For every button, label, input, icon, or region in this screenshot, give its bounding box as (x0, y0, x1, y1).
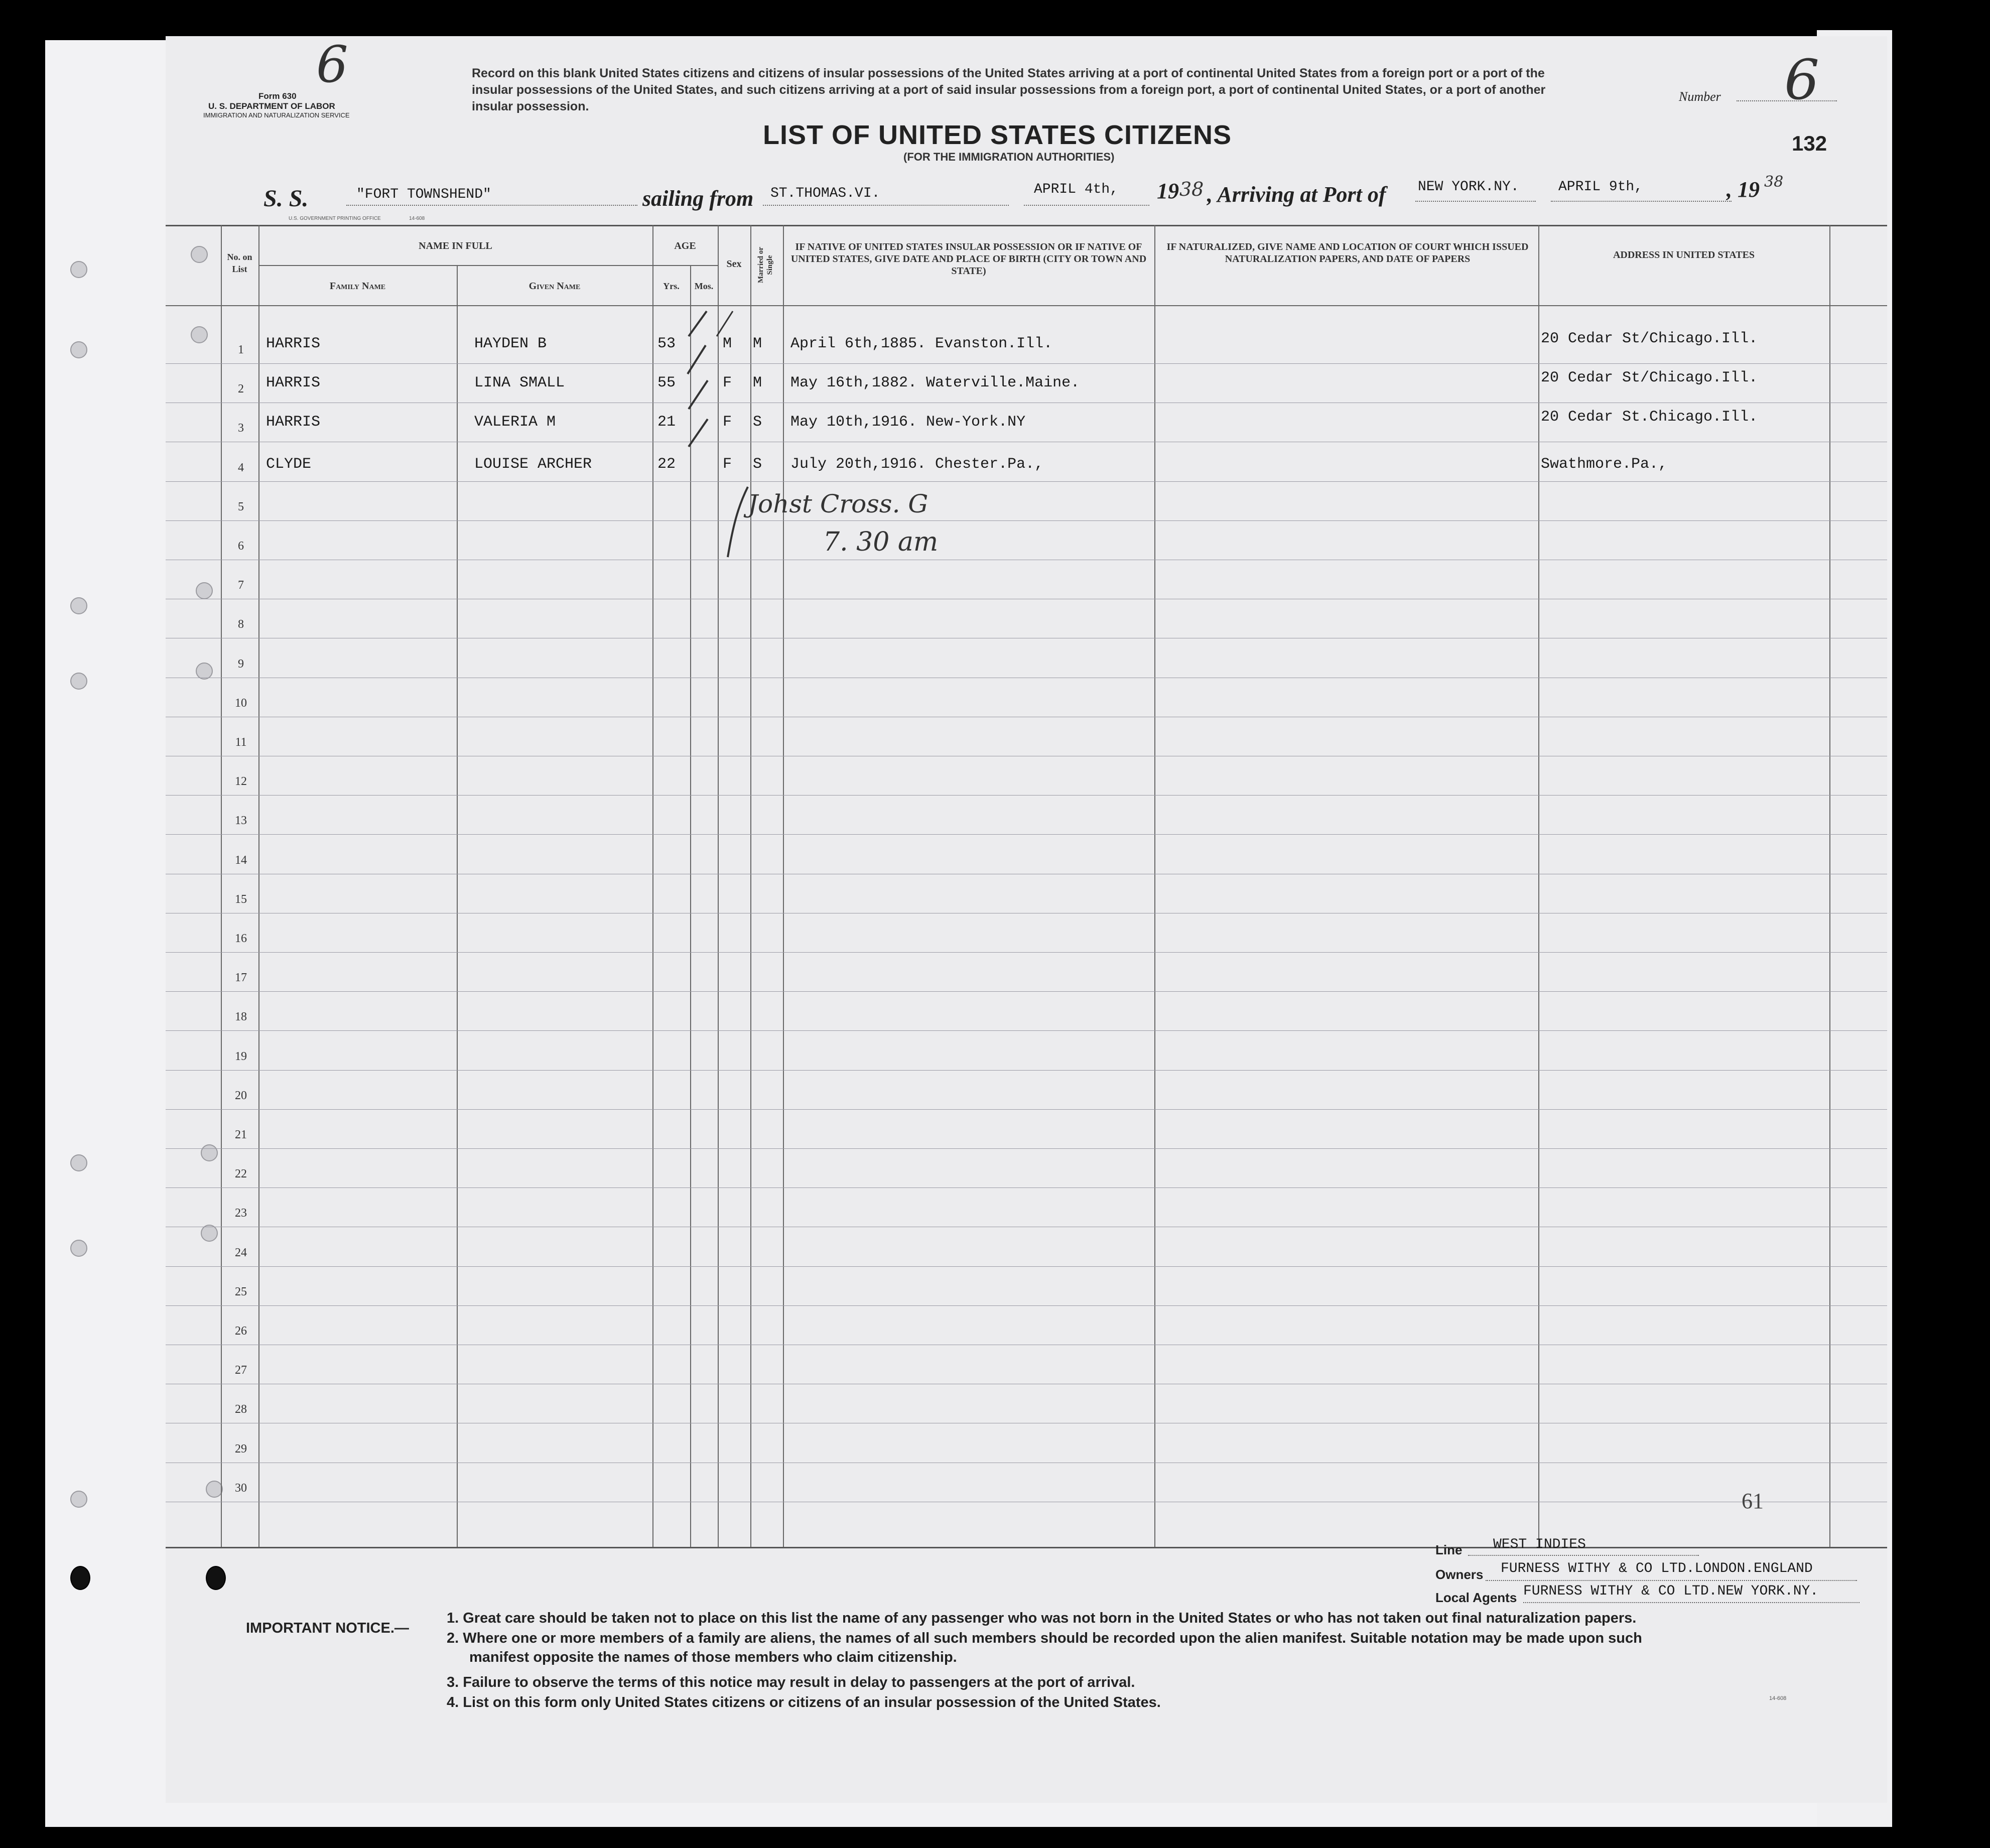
row-rule (166, 520, 1887, 521)
family-name-cell: HARRIS (266, 374, 321, 391)
number-value: 6 (1784, 48, 1819, 112)
departure-year-prefix: 19 (1157, 179, 1179, 203)
arrival-year-prefix: , 19 (1727, 177, 1760, 202)
handwritten-time-note: 7. 30 am (823, 527, 939, 557)
address-cell: 20 Cedar St/Chicago.Ill. (1541, 369, 1758, 386)
page-title: LIST OF UNITED STATES CITIZENS (763, 120, 1232, 150)
row-number: 9 (238, 657, 244, 671)
row-number: 23 (235, 1207, 247, 1220)
row-number: 18 (235, 1010, 247, 1024)
given-name-cell: LOUISE ARCHER (474, 456, 592, 473)
col-divider (1538, 225, 1539, 1547)
binder-hole (201, 1144, 218, 1161)
handwritten-inspector-note: Johst Cross. G (748, 489, 928, 518)
col-divider (457, 265, 458, 1547)
row-number: 4 (238, 461, 244, 474)
agents-value: FURNESS WITHY & CO LTD.NEW YORK.NY. (1523, 1583, 1819, 1599)
binder-hole (196, 582, 213, 599)
address-cell: 20 Cedar St.Chicago.Ill. (1541, 409, 1758, 426)
binder-hole (70, 341, 87, 358)
header-yrs: Yrs. (663, 281, 680, 291)
row-number: 5 (238, 500, 244, 513)
col-divider (783, 225, 784, 1547)
age-years-cell: 21 (657, 414, 676, 431)
arrival-date-underline (1551, 201, 1732, 202)
notice-form-code: 14-608 (1769, 1695, 1787, 1701)
row-number: 8 (238, 618, 244, 631)
marital-status-cell: S (753, 414, 762, 431)
col-divider (1154, 225, 1155, 1547)
row-rule (166, 1305, 1887, 1306)
row-number: 29 (235, 1442, 247, 1456)
row-number: 10 (235, 696, 247, 710)
binder-hole (70, 1240, 87, 1257)
ship-name: "FORT TOWNSHEND" (356, 187, 491, 202)
ship-underline (346, 205, 637, 206)
notice-item-4: 4. List on this form only United States citizens or citizens of an insular possession of the United States. (447, 1694, 1161, 1710)
row-rule (166, 834, 1887, 835)
line-value: WEST INDIES (1493, 1537, 1586, 1552)
row-rule (166, 1148, 1887, 1149)
row-rule (166, 1266, 1887, 1267)
row-number: 13 (235, 814, 247, 828)
birth-info-cell: July 20th,1916. Chester.Pa., (790, 456, 1044, 473)
table-top-border (166, 225, 1887, 226)
owners-label: Owners (1435, 1567, 1484, 1582)
family-name-cell: HARRIS (266, 414, 321, 431)
notice-heading: IMPORTANT NOTICE.— (246, 1620, 409, 1636)
row-number: 16 (235, 932, 247, 945)
header-no-on-list: No. on List (227, 252, 252, 274)
row-number: 15 (235, 892, 247, 906)
age-tick-marks (683, 306, 743, 477)
service-name: IMMIGRATION AND NATURALIZATION SERVICE (203, 111, 350, 119)
age-subheader-line (652, 265, 718, 266)
age-years-cell: 53 (657, 335, 676, 352)
sex-cell: F (723, 456, 732, 473)
form-instructions: Record on this blank United States citizens and citizens of insular possessions of the United States arriving at a port of continental United States from a foreign port or a port of the insular possessions of the United States, and such citizens arriving at a port of said insular possessions from a foreign port, a port of continental United States, or a port of another insular possession. (472, 66, 1546, 113)
row-rule (166, 363, 1887, 364)
row-number: 28 (235, 1403, 247, 1416)
binder-hole (70, 1491, 87, 1508)
line-underline (1468, 1555, 1699, 1556)
binder-hole (206, 1566, 226, 1590)
header-age: AGE (674, 240, 696, 251)
form-number: Form 630 (258, 91, 297, 101)
row-rule (166, 481, 1887, 482)
owners-value: FURNESS WITHY & CO LTD.LONDON.ENGLAND (1501, 1561, 1813, 1576)
family-name-cell: HARRIS (266, 335, 321, 352)
form-code: 14-608 (409, 216, 425, 221)
family-name-cell: CLYDE (266, 456, 312, 473)
sex-cell: M (723, 335, 732, 352)
binder-hole (191, 326, 208, 343)
row-number: 1 (238, 343, 244, 356)
birth-info-cell: May 10th,1916. New-York.NY (790, 414, 1026, 431)
department-name: U. S. DEPARTMENT OF LABOR (208, 101, 335, 111)
row-number: 24 (235, 1246, 247, 1259)
printer-line: U.S. GOVERNMENT PRINTING OFFICE (289, 216, 381, 221)
header-married-single: Married or Single (757, 246, 774, 284)
col-divider (652, 225, 653, 1547)
row-number: 2 (238, 382, 244, 396)
form-background (166, 36, 1887, 1803)
row-number: 19 (235, 1049, 247, 1063)
notice-item-1: 1. Great care should be taken not to place on this list the name of any passenger who was not born in the United States or who has not taken out final naturalization papers. (447, 1610, 1637, 1626)
row-number: 3 (238, 422, 244, 435)
date-underline (1024, 205, 1149, 206)
row-number: 7 (238, 579, 244, 592)
row-rule (166, 795, 1887, 796)
binder-hole (70, 261, 87, 278)
row-number: 27 (235, 1364, 247, 1377)
table-bottom-border (166, 1547, 1887, 1548)
sailing-label: sailing from (642, 186, 754, 211)
departure-port: ST.THOMAS.VI. (770, 186, 880, 201)
given-name-cell: HAYDEN B (474, 335, 547, 352)
row-number: 14 (235, 853, 247, 867)
notice-item-2: 2. Where one or more members of a family are aliens, the names of all such members should be recorded upon the alien manifest. Suitable notation may be made upon such (447, 1630, 1642, 1646)
header-address: ADDRESS IN UNITED STATES (1613, 249, 1755, 260)
name-subheader-line (258, 265, 652, 266)
notice-item-2-cont: manifest opposite the names of those members who claim citizenship. (469, 1649, 957, 1665)
arrival-date: APRIL 9th, (1558, 179, 1643, 195)
header-bottom-border (166, 305, 1887, 306)
port-underline (763, 205, 1009, 206)
row-rule (166, 1109, 1887, 1110)
row-number: 25 (235, 1285, 247, 1298)
row-rule (166, 1070, 1887, 1071)
row-number: 30 (235, 1481, 247, 1495)
address-cell: 20 Cedar St/Chicago.Ill. (1541, 330, 1758, 347)
age-years-cell: 22 (657, 456, 676, 473)
page-number: 132 (1792, 131, 1827, 155)
departure-year-suffix: 38 (1179, 178, 1204, 200)
sex-cell: F (723, 374, 732, 391)
line-label: Line (1435, 1542, 1463, 1557)
row-number: 17 (235, 971, 247, 985)
row-rule (166, 1030, 1887, 1031)
binder-hole (191, 246, 208, 263)
row-number: 20 (235, 1089, 247, 1102)
row-number: 22 (235, 1167, 247, 1181)
binder-hole (70, 597, 87, 614)
sex-cell: F (723, 414, 732, 431)
marital-status-cell: S (753, 456, 762, 473)
given-name-cell: LINA SMALL (474, 374, 565, 391)
agents-underline (1523, 1602, 1860, 1603)
binder-hole (70, 673, 87, 690)
row-rule (166, 991, 1887, 992)
arriving-label: , Arriving at Port of (1207, 182, 1386, 207)
header-naturalized: IF NATURALIZED, GIVE NAME AND LOCATION OF COURT WHICH ISSUED NATURALIZATION PAPERS, AND DATE OF PAPERS (1166, 241, 1529, 265)
agents-label: Local Agents (1435, 1590, 1517, 1605)
handwritten-list-number: 6 (316, 35, 348, 94)
owners-underline (1486, 1580, 1857, 1581)
marital-status-cell: M (753, 374, 762, 391)
row-number: 6 (238, 540, 244, 553)
row-number: 26 (235, 1325, 247, 1338)
arrival-port-underline (1415, 201, 1536, 202)
address-cell: Swathmore.Pa., (1541, 456, 1668, 473)
col-divider (1829, 225, 1830, 1547)
arrival-port: NEW YORK.NY. (1418, 179, 1519, 195)
header-mos: Mos. (694, 281, 714, 291)
header-given-name: Given Name (528, 281, 581, 292)
number-label: Number (1679, 89, 1721, 104)
col-divider (750, 225, 751, 1547)
corner-number: 61 (1742, 1489, 1764, 1513)
age-years-cell: 55 (657, 374, 676, 391)
row-number: 11 (235, 736, 247, 749)
given-name-cell: VALERIA M (474, 414, 556, 431)
departure-date: APRIL 4th, (1034, 182, 1119, 197)
row-rule (166, 1187, 1887, 1188)
header-birth: IF NATIVE OF UNITED STATES INSULAR POSSESSION OR IF NATIVE OF UNITED STATES, GIVE DATE AND PLACE OF BIRTH (CITY OR TOWN AND STATE) (790, 241, 1147, 277)
notice-item-3: 3. Failure to observe the terms of this notice may result in delay to passengers at the port of arrival. (447, 1674, 1135, 1690)
header-name-in-full: NAME IN FULL (419, 240, 492, 251)
ss-label: S. S. (263, 185, 309, 212)
row-number: 12 (235, 775, 247, 788)
marital-status-cell: M (753, 335, 762, 352)
birth-info-cell: May 16th,1882. Waterville.Maine. (790, 374, 1080, 391)
page-subtitle: (FOR THE IMMIGRATION AUTHORITIES) (903, 151, 1115, 163)
arrival-year-suffix: 38 (1764, 173, 1784, 191)
row-number: 21 (235, 1128, 247, 1141)
row-rule (166, 952, 1887, 953)
binder-hole (70, 1566, 90, 1590)
birth-info-cell: April 6th,1885. Evanston.Ill. (790, 335, 1053, 352)
header-family-name: Family Name (329, 281, 386, 292)
header-sex: Sex (726, 258, 742, 270)
binder-hole (70, 1154, 87, 1171)
